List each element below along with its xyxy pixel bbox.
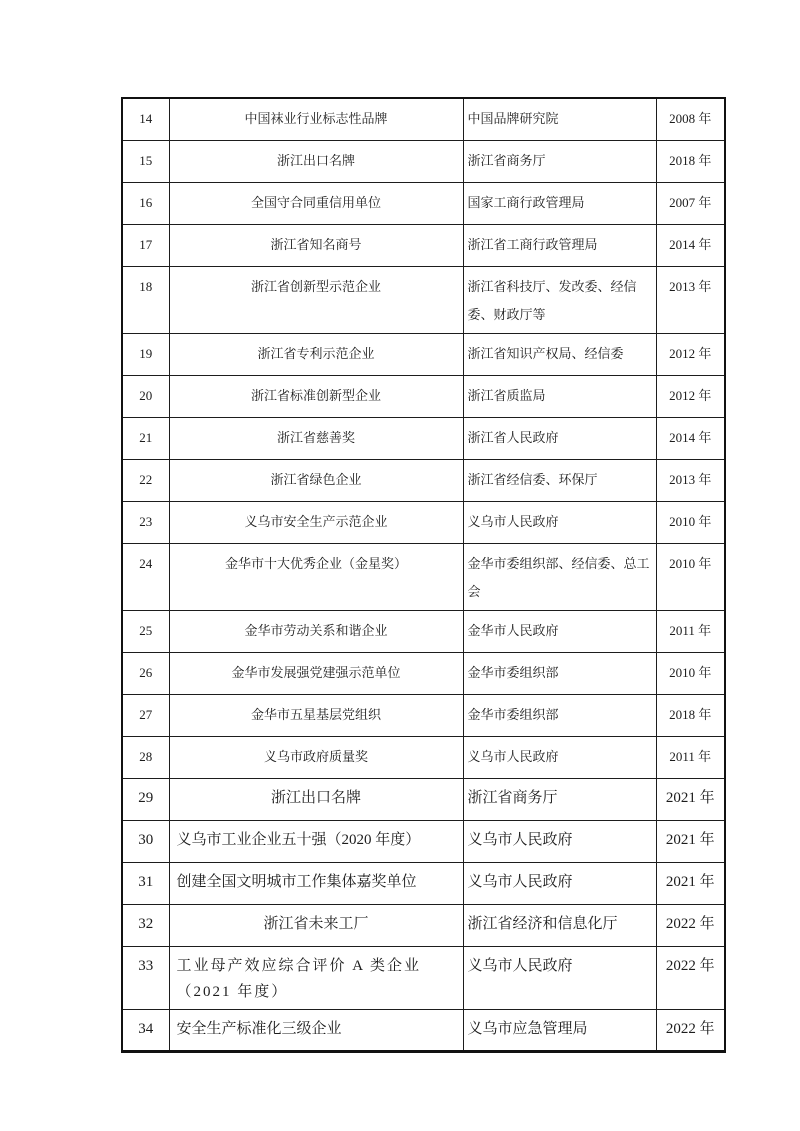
awarding-body-cell: 义乌市人民政府 <box>463 736 656 778</box>
table-row <box>122 778 725 820</box>
table-row <box>122 182 725 224</box>
table-row <box>122 543 725 610</box>
award-year-cell: 2008 年 <box>656 98 725 140</box>
award-year-cell: 2022 年 <box>656 904 725 946</box>
award-year-cell: 2010 年 <box>656 652 725 694</box>
award-name-cell: 创建全国文明城市工作集体嘉奖单位 <box>169 862 463 904</box>
awarding-body-cell: 浙江省人民政府 <box>463 417 656 459</box>
table-row <box>122 140 725 182</box>
award-year-cell: 2014 年 <box>656 224 725 266</box>
table-row <box>122 333 725 375</box>
serial-number-cell: 29 <box>122 778 169 820</box>
awarding-body-cell: 浙江省商务厅 <box>463 140 656 182</box>
awarding-body-cell: 浙江省商务厅 <box>463 778 656 820</box>
awarding-body-cell: 义乌市人民政府 <box>463 946 656 1009</box>
award-name-cell: 浙江省创新型示范企业 <box>169 266 463 333</box>
award-name-cell: 浙江出口名牌 <box>169 778 463 820</box>
awarding-body-cell: 浙江省科技厅、发改委、经信委、财政厅等 <box>463 266 656 333</box>
award-name-cell: 中国袜业行业标志性品牌 <box>169 98 463 140</box>
serial-number-cell: 17 <box>122 224 169 266</box>
table-row <box>122 98 725 140</box>
table-row <box>122 224 725 266</box>
award-year-cell: 2021 年 <box>656 778 725 820</box>
serial-number-cell: 33 <box>122 946 169 1009</box>
awarding-body-cell: 国家工商行政管理局 <box>463 182 656 224</box>
award-name-cell: 金华市十大优秀企业（金星奖） <box>169 543 463 610</box>
awarding-body-cell: 浙江省工商行政管理局 <box>463 224 656 266</box>
serial-number-cell: 31 <box>122 862 169 904</box>
award-year-cell: 2012 年 <box>656 375 725 417</box>
award-name-cell: 义乌市工业企业五十强（2020 年度） <box>169 820 463 862</box>
table-row <box>122 610 725 652</box>
serial-number-cell: 27 <box>122 694 169 736</box>
awarding-body-cell: 金华市委组织部 <box>463 652 656 694</box>
award-name-cell: 浙江省知名商号 <box>169 224 463 266</box>
serial-number-cell: 34 <box>122 1009 169 1051</box>
table-row <box>122 862 725 904</box>
table-row <box>122 736 725 778</box>
award-year-cell: 2010 年 <box>656 501 725 543</box>
table-row <box>122 266 725 333</box>
award-name-cell: 义乌市安全生产示范企业 <box>169 501 463 543</box>
serial-number-cell: 23 <box>122 501 169 543</box>
award-year-cell: 2013 年 <box>656 266 725 333</box>
table-row <box>122 375 725 417</box>
awarding-body-cell: 浙江省质监局 <box>463 375 656 417</box>
award-year-cell: 2022 年 <box>656 946 725 1009</box>
award-name-cell: 安全生产标准化三级企业 <box>169 1009 463 1051</box>
award-year-cell: 2011 年 <box>656 736 725 778</box>
table-row <box>122 459 725 501</box>
serial-number-cell: 14 <box>122 98 169 140</box>
award-name-cell: 浙江省未来工厂 <box>169 904 463 946</box>
award-year-cell: 2013 年 <box>656 459 725 501</box>
award-name-cell: 工业母产效应综合评价 A 类企业（2021 年度） <box>169 946 463 1009</box>
serial-number-cell: 30 <box>122 820 169 862</box>
serial-number-cell: 26 <box>122 652 169 694</box>
awarding-body-cell: 义乌市人民政府 <box>463 501 656 543</box>
table-row <box>122 946 725 1009</box>
award-year-cell: 2014 年 <box>656 417 725 459</box>
award-year-cell: 2010 年 <box>656 543 725 610</box>
awarding-body-cell: 金华市人民政府 <box>463 610 656 652</box>
award-year-cell: 2018 年 <box>656 140 725 182</box>
serial-number-cell: 25 <box>122 610 169 652</box>
serial-number-cell: 18 <box>122 266 169 333</box>
serial-number-cell: 22 <box>122 459 169 501</box>
award-name-cell: 金华市劳动关系和谐企业 <box>169 610 463 652</box>
serial-number-cell: 19 <box>122 333 169 375</box>
awarding-body-cell: 金华市委组织部 <box>463 694 656 736</box>
table-row <box>122 652 725 694</box>
serial-number-cell: 28 <box>122 736 169 778</box>
awarding-body-cell: 义乌市人民政府 <box>463 820 656 862</box>
award-year-cell: 2021 年 <box>656 862 725 904</box>
award-name-cell: 浙江省慈善奖 <box>169 417 463 459</box>
awarding-body-cell: 义乌市人民政府 <box>463 862 656 904</box>
award-name-cell: 浙江省专利示范企业 <box>169 333 463 375</box>
serial-number-cell: 16 <box>122 182 169 224</box>
awarding-body-cell: 浙江省经信委、环保厅 <box>463 459 656 501</box>
award-year-cell: 2007 年 <box>656 182 725 224</box>
awarding-body-cell: 金华市委组织部、经信委、总工会 <box>463 543 656 610</box>
award-year-cell: 2011 年 <box>656 610 725 652</box>
serial-number-cell: 24 <box>122 543 169 610</box>
award-name-cell: 金华市五星基层党组织 <box>169 694 463 736</box>
table-row <box>122 501 725 543</box>
award-year-cell: 2022 年 <box>656 1009 725 1051</box>
table-row <box>122 1009 725 1051</box>
award-name-cell: 浙江出口名牌 <box>169 140 463 182</box>
award-name-cell: 义乌市政府质量奖 <box>169 736 463 778</box>
serial-number-cell: 32 <box>122 904 169 946</box>
table-row <box>122 694 725 736</box>
table-row <box>122 904 725 946</box>
table-row <box>122 417 725 459</box>
awarding-body-cell: 浙江省经济和信息化厅 <box>463 904 656 946</box>
awards-table <box>121 97 726 1053</box>
serial-number-cell: 21 <box>122 417 169 459</box>
serial-number-cell: 20 <box>122 375 169 417</box>
award-year-cell: 2012 年 <box>656 333 725 375</box>
awarding-body-cell: 义乌市应急管理局 <box>463 1009 656 1051</box>
award-name-cell: 全国守合同重信用单位 <box>169 182 463 224</box>
award-year-cell: 2018 年 <box>656 694 725 736</box>
awards-table-body <box>122 98 725 1051</box>
awarding-body-cell: 中国品牌研究院 <box>463 98 656 140</box>
award-name-cell: 金华市发展强党建强示范单位 <box>169 652 463 694</box>
award-name-cell: 浙江省标准创新型企业 <box>169 375 463 417</box>
serial-number-cell: 15 <box>122 140 169 182</box>
award-name-cell: 浙江省绿色企业 <box>169 459 463 501</box>
table-row <box>122 820 725 862</box>
award-year-cell: 2021 年 <box>656 820 725 862</box>
awarding-body-cell: 浙江省知识产权局、经信委 <box>463 333 656 375</box>
